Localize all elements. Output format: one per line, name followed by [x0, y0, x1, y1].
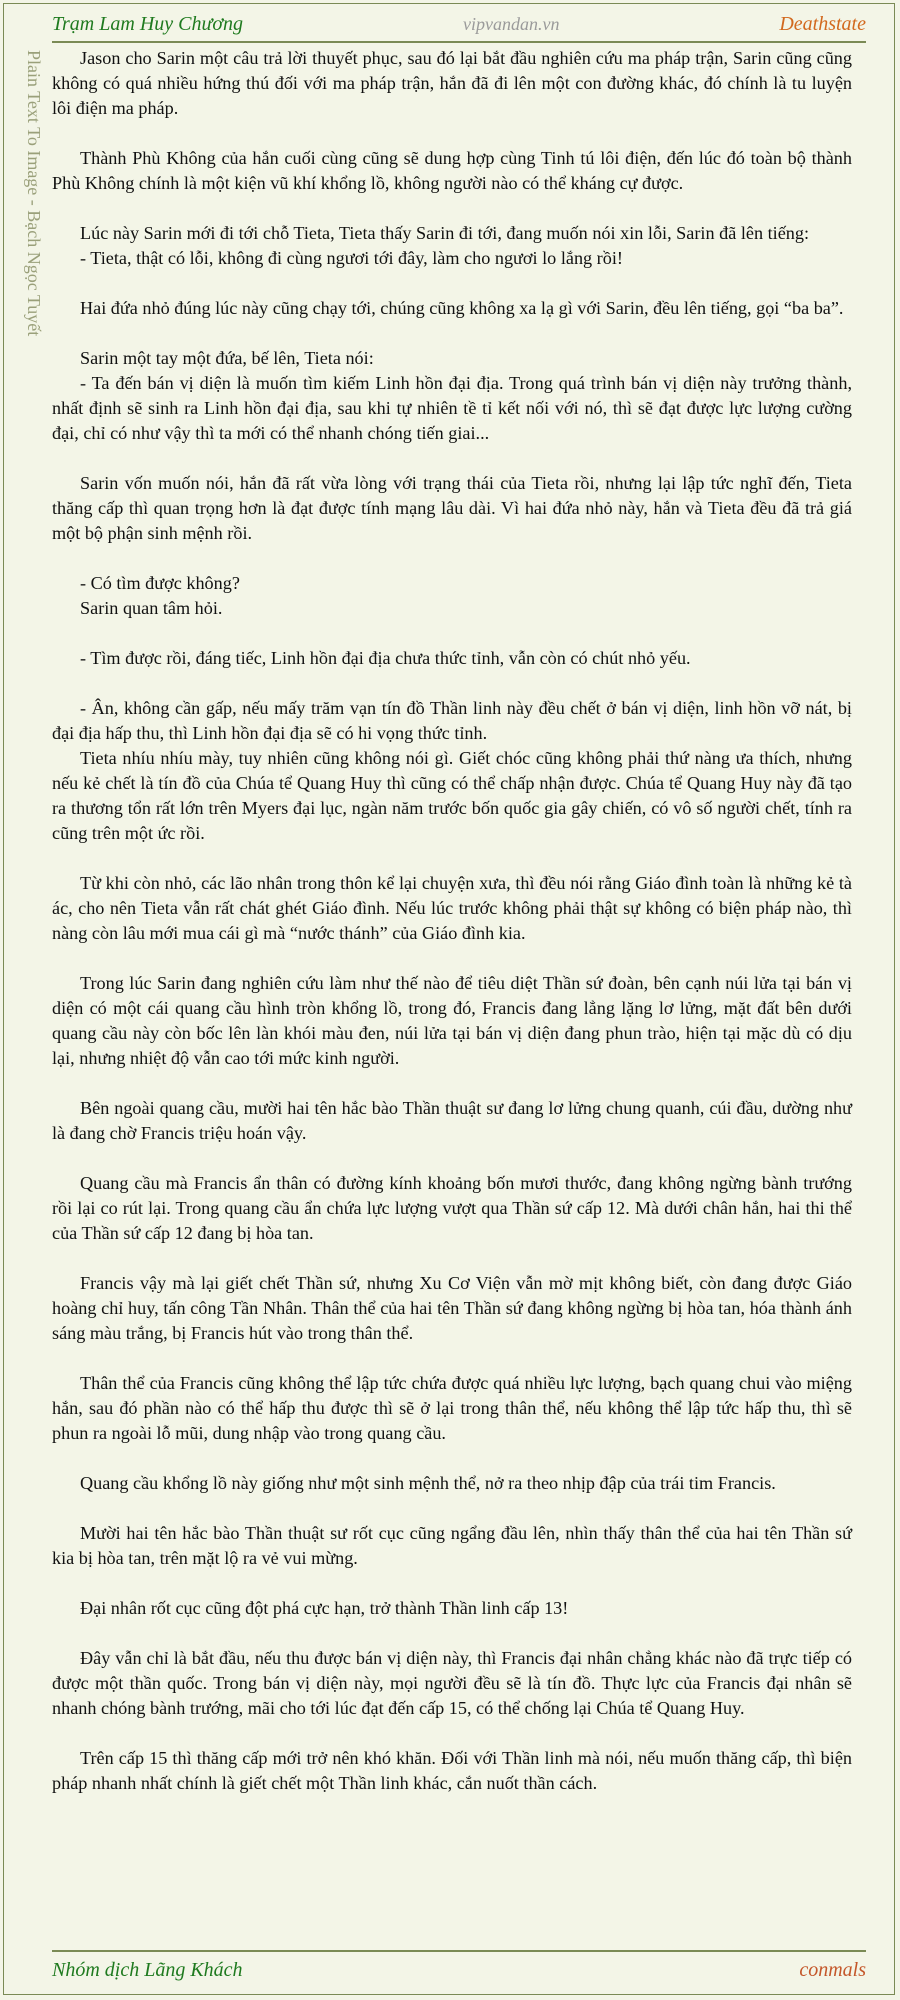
page-header [52, 10, 866, 38]
paragraph: Sarin quan tâm hỏi. [80, 598, 223, 618]
paragraph: Quang cầu mà Francis ẩn thân có đường kính khoảng bốn mươi thước, đang không ngừng bành trướng rồi lại co rút lại. Trong quang cầu ẩn chứa lực lượng vượt qua Thần sứ cấp 12. Mà dưới chân hắn, hai thi thể của Thần sứ cấp 12 đang bị hòa tan. [52, 1173, 852, 1243]
paragraph: Quang cầu khổng lồ này giống như một sinh mệnh thể, nở ra theo nhịp đập của trái tim Francis. [80, 1473, 776, 1493]
paragraph: Hai đứa nhỏ đúng lúc này cũng chạy tới, chúng cũng không xa lạ gì với Sarin, đều lên tiếng, gọi “ba ba”. [80, 298, 844, 318]
paragraph: Đây vẫn chỉ là bắt đầu, nếu thu được bán vị diện này, thì Francis đại nhân chẳng khác nào đã trực tiếp có được một thần quốc. Trong bán vị diện này, mọi người đều sẽ là tín đồ. Thực lực của Francis đại nhân sẽ nhanh chóng bành trướng, mãi cho tới lúc đạt đến cấp 15, có thể chống lại Chúa tể Quang Huy. [52, 1648, 852, 1718]
paragraph: Trên cấp 15 thì thăng cấp mới trở nên khó khăn. Đối với Thần linh mà nói, nếu muốn thăng cấp, thì biện pháp nhanh nhất chính là giết chết một Thần linh khác, cắn nuốt thần cách. [52, 1748, 852, 1793]
header-site-name: vipvandan.vn [462, 13, 560, 34]
chapter-body [52, 46, 852, 1821]
paragraph: Thành Phù Không của hắn cuối cùng cũng sẽ dung hợp cùng Tinh tú lôi điện, đến lúc đó toàn bộ thành Phù Không chính là một kiện vũ khí khổng lồ, không người nào có thể kháng cự được. [52, 148, 852, 193]
paragraph: Thân thể của Francis cũng không thể lập tức chứa được quá nhiều lực lượng, bạch quang chui vào miệng hắn, sau đó phần nào có thể hấp thu được thì sẽ ở lại trong thân thể, nếu không thể lập tức hấp thu, thì sẽ phun ra ngoài lỗ mũi, dung nhập vào trong quang cầu. [52, 1373, 852, 1443]
side-watermark-text: Plain Text To Image - Bạch Ngọc Tuyết [24, 50, 44, 337]
header-story-name: Deathstate [779, 12, 866, 35]
paragraph: - Ta đến bán vị diện là muốn tìm kiếm Linh hồn đại địa. Trong quá trình bán vị diện này trưởng thành, nhất định sẽ sinh ra Linh hồn đại địa, sau khi tự nhiên tề tỉ kết nối với nó, thì sẽ đạt được lực lượng cường đại, chỉ có như vậy thì ta mới có thể nhanh chóng tiến giai... [52, 373, 852, 443]
paragraph: Jason cho Sarin một câu trả lời thuyết phục, sau đó lại bắt đầu nghiên cứu ma pháp trận, Sarin cũng cũng không có quá nhiều hứng thú đối với ma pháp trận, hắn đã đi lên một con đường khác, đó chính là tu luyện lôi điện ma pháp. [52, 48, 852, 118]
paragraph: Từ khi còn nhỏ, các lão nhân trong thôn kể lại chuyện xưa, thì đều nói rằng Giáo đình toàn là những kẻ tà ác, cho nên Tieta vẫn rất chát ghét Giáo đình. Nếu lúc trước không phải thật sự không có biện pháp nào, thì nàng còn lâu mới mua cái gì mà “nước thánh” của Giáo đình kia. [52, 873, 852, 943]
footer-editor-name: conmals [799, 1958, 866, 1981]
paragraph: Sarin vốn muốn nói, hắn đã rất vừa lòng với trạng thái của Tieta rồi, nhưng lại lập tức nghĩ đến, Tieta thăng cấp thì quan trọng hơn là đạt được tính mạng lâu dài. Vì hai đứa nhỏ này, hắn và Tieta đều đã trả giá một bộ phận sinh mệnh rồi. [52, 473, 852, 543]
paragraph: Bên ngoài quang cầu, mười hai tên hắc bào Thần thuật sư đang lơ lửng chung quanh, cúi đầu, dường như là đang chờ Francis triệu hoán vậy. [52, 1098, 852, 1143]
footer-group-name: Nhóm dịch Lãng Khách [52, 1958, 243, 1981]
paragraph: Lúc này Sarin mới đi tới chỗ Tieta, Tieta thấy Sarin đi tới, đang muốn nói xin lỗi, Sarin đã lên tiếng: [80, 223, 810, 243]
paragraph: Tieta nhíu nhíu mày, tuy nhiên cũng không nói gì. Giết chóc cũng không phải thứ nàng ưa thích, nhưng nếu kẻ chết là tín đồ của Chúa tể Quang Huy thì cũng có thể chấp nhận được. Chúa tể Quang Huy này đã tạo ra thương tổn rất lớn trên Myers đại lục, ngàn năm trước bốn quốc gia gây chiến, có vô số người chết, tính ra cũng trên một ức rồi. [52, 748, 852, 843]
paragraph: - Tieta, thật có lỗi, không đi cùng ngươi tới đây, làm cho ngươi lo lắng rồi! [80, 248, 623, 268]
paragraph: Trong lúc Sarin đang nghiên cứu làm như thế nào để tiêu diệt Thần sứ đoàn, bên cạnh núi lửa tại bán vị diện có một cái quang cầu hình tròn khổng lồ, trong đó, Francis đang lẳng lặng lơ lửng, mặt đất bên dưới quang cầu này còn bốc lên làn khói màu đen, núi lửa tại bán vị diện đang phun trào, hiện tại mặc dù có dịu lại, nhưng nhiệt độ vẫn cao tới mức kinh người. [52, 973, 852, 1068]
paragraph: Mười hai tên hắc bào Thần thuật sư rốt cục cũng ngẩng đầu lên, nhìn thấy thân thể của hai tên Thần sứ kia bị hòa tan, trên mặt lộ ra vẻ vui mừng. [52, 1523, 852, 1568]
paragraph: Sarin một tay một đứa, bế lên, Tieta nói: [80, 348, 374, 368]
paragraph: - Ân, không cần gấp, nếu mấy trăm vạn tín đồ Thần linh này đều chết ở bán vị diện, linh hồn vỡ nát, bị đại địa hấp thu, thì Linh hồn đại địa sẽ có hi vọng thức tỉnh. [52, 698, 852, 743]
header-divider [52, 41, 866, 43]
paragraph: Francis vậy mà lại giết chết Thần sứ, nhưng Xu Cơ Viện vẫn mờ mịt không biết, còn đang được Giáo hoàng chỉ huy, tấn công Tần Nhân. Thân thể của hai tên Thần sứ đang không ngừng bị hòa tan, hóa thành ánh sáng màu trắng, bị Francis hút vào trong thân thể. [52, 1273, 852, 1343]
header-translator-name: Trạm Lam Huy Chương [52, 12, 244, 35]
footer-divider [52, 1950, 866, 1952]
page-footer [52, 1956, 866, 1984]
paragraph: - Có tìm được không? [80, 573, 240, 593]
paragraph: Đại nhân rốt cục cũng đột phá cực hạn, trở thành Thần linh cấp 13! [80, 1598, 569, 1618]
paragraph: - Tìm được rồi, đáng tiếc, Linh hồn đại địa chưa thức tỉnh, vẫn còn có chút nhỏ yếu. [80, 648, 691, 668]
